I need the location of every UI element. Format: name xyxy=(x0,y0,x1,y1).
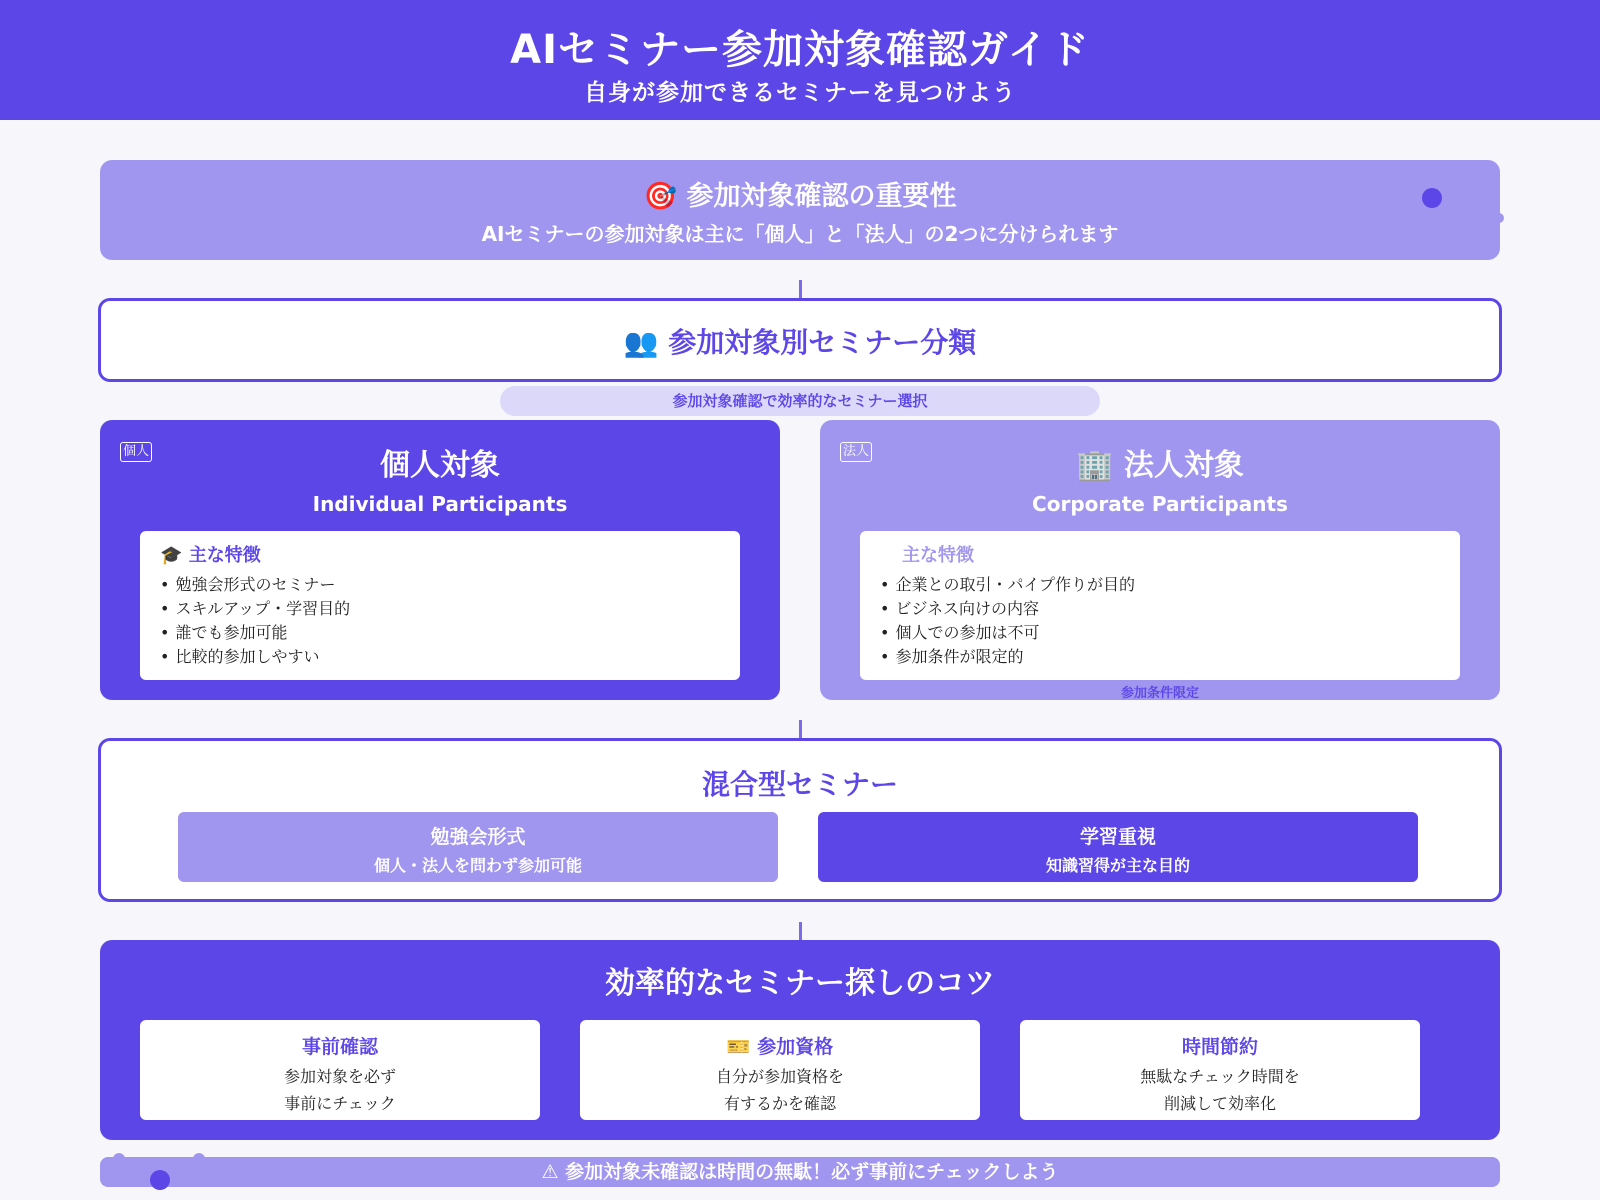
tip-title: 事前確認 xyxy=(301,1036,378,1058)
tips-heading: 効率的なセミナー探しのコツ xyxy=(605,966,995,1001)
list-item: • 企業との取引・パイプ作りが目的 xyxy=(880,573,1135,597)
importance-box xyxy=(100,160,1500,260)
connector-line xyxy=(799,280,802,298)
classification-bar xyxy=(98,298,1502,382)
individual-card xyxy=(100,420,780,700)
ticket-icon: 🎫 xyxy=(726,1036,751,1058)
corporate-card xyxy=(820,420,1500,700)
list-item: • 参加条件が限定的 xyxy=(880,645,1135,669)
connector-line xyxy=(799,720,802,738)
tip-line: 無駄なチェック時間を xyxy=(1140,1067,1300,1086)
warning-banner xyxy=(100,1157,1500,1187)
list-item: • ビジネス向けの内容 xyxy=(880,597,1135,621)
corporate-subtitle: Corporate Participants xyxy=(1032,492,1288,516)
mixed-box-text: 個人・法人を問わず参加可能 xyxy=(373,856,582,875)
individual-features-list xyxy=(160,573,350,669)
tip-line: 事前にチェック xyxy=(284,1094,396,1113)
mixed-box-title: 学習重視 xyxy=(1079,826,1156,848)
tip-line: 有するかを確認 xyxy=(723,1094,836,1113)
tip-title: 時間節約 xyxy=(1181,1036,1258,1058)
list-item: • 勉強会形式のセミナー xyxy=(160,573,350,597)
list-item: • 誰でも参加可能 xyxy=(160,621,350,645)
individual-features-box xyxy=(140,531,740,680)
warning-text: 参加対象未確認は時間の無駄！必ず事前にチェックしよう xyxy=(565,1161,1059,1183)
classification-pill: 参加対象確認で効率的なセミナー選択 xyxy=(500,386,1100,416)
tips-box xyxy=(100,940,1500,1140)
importance-heading xyxy=(100,174,1500,213)
mixed-heading: 混合型セミナー xyxy=(701,768,898,801)
page-subtitle: 自身が参加できるセミナーを見つけよう xyxy=(584,80,1016,106)
graduation-cap-icon: 🎓 xyxy=(160,545,183,566)
page-title: AIセミナー参加対象確認ガイド xyxy=(510,27,1090,73)
importance-heading-text: 参加対象確認の重要性 xyxy=(686,181,957,212)
corporate-features-title: 主な特徴 xyxy=(902,545,974,566)
individual-features-heading xyxy=(160,541,261,567)
tip-title xyxy=(580,1032,980,1059)
corporate-title-text: 法人対象 xyxy=(1123,448,1244,483)
tip-line: 削減して効率化 xyxy=(1163,1094,1276,1113)
connector-line xyxy=(799,922,802,940)
people-icon: 👥 xyxy=(623,326,659,359)
mixed-seminar-box xyxy=(98,738,1502,902)
tip-card xyxy=(140,1020,540,1120)
corporate-features-box xyxy=(860,531,1460,680)
individual-title: 個人対象 xyxy=(380,448,500,483)
importance-text: AIセミナーの参加対象は主に「個人」と「法人」の2つに分けられます xyxy=(481,222,1119,246)
tip-line: 自分が参加資格を xyxy=(715,1067,844,1086)
corporate-title xyxy=(820,440,1500,484)
decorative-dot xyxy=(150,1170,170,1190)
tip-card xyxy=(1020,1020,1420,1120)
list-item: • 比較的参加しやすい xyxy=(160,645,350,669)
mixed-box-title: 勉強会形式 xyxy=(430,826,526,848)
tip-line: 参加対象を必ず xyxy=(283,1067,396,1086)
tip-card xyxy=(580,1020,980,1120)
classification-heading xyxy=(101,321,1499,361)
office-building-icon: 🏢 xyxy=(1076,448,1114,483)
classification-heading-text: 参加対象別セミナー分類 xyxy=(668,326,977,359)
target-icon: 🎯 xyxy=(643,181,678,212)
corporate-note: 参加条件限定 xyxy=(1120,686,1199,701)
mixed-study-box xyxy=(178,812,778,882)
mixed-box-text: 知識習得が主な目的 xyxy=(1045,856,1190,875)
warning-icon: ⚠ xyxy=(541,1161,559,1183)
mixed-learning-box xyxy=(818,812,1418,882)
individual-subtitle: Individual Participants xyxy=(312,492,568,516)
corporate-features-list xyxy=(880,573,1135,669)
page-header xyxy=(0,0,1600,120)
individual-features-title: 主な特徴 xyxy=(188,545,261,566)
decorative-dot xyxy=(1422,188,1442,208)
decorative-dot xyxy=(1494,213,1504,223)
corporate-tag: 法人 xyxy=(840,442,872,462)
list-item: • スキルアップ・学習目的 xyxy=(160,597,350,621)
list-item: • 個人での参加は不可 xyxy=(880,621,1135,645)
tip-title-text: 参加資格 xyxy=(757,1036,834,1058)
individual-tag: 個人 xyxy=(120,442,152,462)
